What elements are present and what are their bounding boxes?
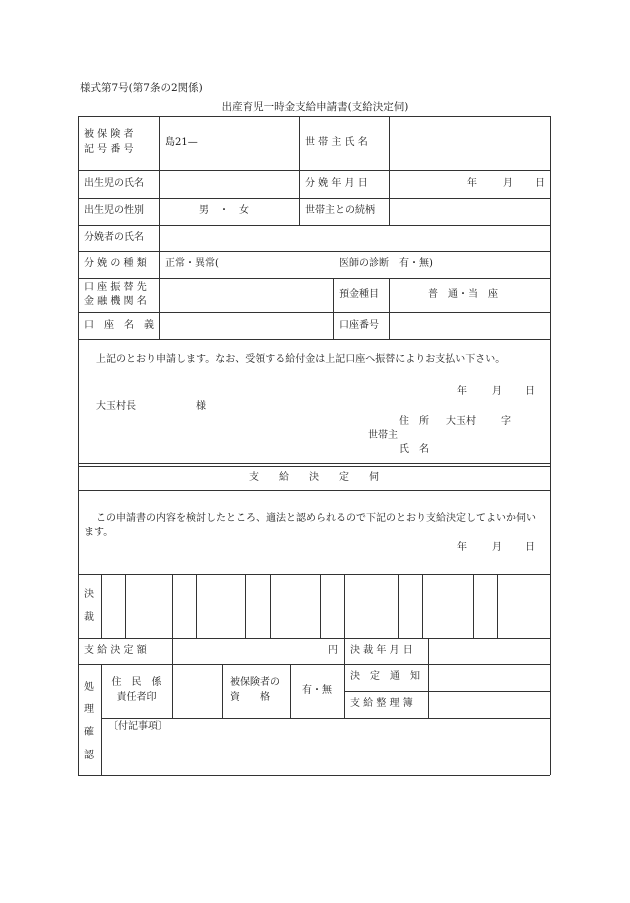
table-border-right xyxy=(550,116,551,775)
table-rule xyxy=(78,490,550,491)
double-rule-upper xyxy=(78,463,550,464)
approval-cell xyxy=(270,574,271,638)
approval-cell xyxy=(422,574,423,638)
child-sex-options[interactable]: 男 ・ 女 xyxy=(199,205,249,216)
mid-divider xyxy=(299,116,300,225)
address-value[interactable]: 大玉村 xyxy=(446,416,476,427)
amount-label: 支 給 決 定 額 xyxy=(84,645,147,656)
deliverer-name-label: 分娩者の氏名 xyxy=(84,232,144,243)
table-rule xyxy=(78,278,550,279)
process-label-2: 理 xyxy=(84,704,94,715)
honorific: 様 xyxy=(196,401,206,412)
account-holder-label: 口 座 名 義 xyxy=(84,320,154,331)
notes-label: 〔付記事項〕 xyxy=(108,721,168,732)
yen-unit: 円 xyxy=(328,645,338,656)
form-title: 出産育児一時金支給申請書(支給決定伺) xyxy=(221,101,409,113)
insured-label-1: 被 保 険 者 xyxy=(84,129,134,140)
delivery-type-value[interactable]: 正常・異常( xyxy=(165,258,219,269)
form-number: 様式第7号(第7条の2関係) xyxy=(80,82,203,94)
table-rule xyxy=(78,170,550,171)
amount-divider xyxy=(344,638,345,664)
decision-text: この申請書の内容を検討したところ、適法と認められるので下記のとおり支給決定してよいか伺います。 xyxy=(84,513,536,538)
householder-name-label: 世 帯 主 氏 名 xyxy=(305,137,368,148)
deposit-type-label: 預金種目 xyxy=(339,289,379,300)
payment-ledger-label: 支 給 整 理 簿 xyxy=(350,698,413,709)
approval-label-1: 決 xyxy=(84,589,94,600)
bank-divider-2 xyxy=(389,278,390,339)
table-rule xyxy=(78,312,550,313)
bank-divider xyxy=(333,278,334,339)
process-divider xyxy=(222,664,223,718)
bank-label-1: 口 座 振 替 先 xyxy=(84,282,147,293)
birth-date-day: 日 xyxy=(535,178,545,189)
account-number-label: 口座番号 xyxy=(339,320,379,331)
process-label-4: 認 xyxy=(84,750,94,761)
table-rule xyxy=(78,638,550,639)
qualification-yes-no[interactable]: 有・無 xyxy=(302,685,332,696)
decision-year: 年 xyxy=(457,542,467,553)
resident-section-label: 住 民 係 xyxy=(111,677,162,688)
insured-number-value[interactable]: 島21— xyxy=(165,137,198,148)
bank-label-2: 金 融 機 関 名 xyxy=(84,296,147,307)
approval-cell xyxy=(398,574,399,638)
child-name-label: 出生児の氏名 xyxy=(84,178,144,189)
approval-cell xyxy=(473,574,474,638)
aza-label: 字 xyxy=(501,416,511,427)
approval-label-2: 裁 xyxy=(84,612,94,623)
declaration-year: 年 xyxy=(457,386,467,397)
double-rule-lower xyxy=(78,466,550,467)
declaration-text: 上記のとおり申請します。なお、受領する給付金は上記口座へ振替によりお支払い下さい。 xyxy=(96,354,506,365)
child-sex-label: 出生児の性別 xyxy=(84,205,144,216)
address-label: 住 所 xyxy=(399,416,429,427)
table-rule xyxy=(78,198,550,199)
approval-cell xyxy=(497,574,498,638)
birth-date-month: 月 xyxy=(503,178,513,189)
table-rule xyxy=(344,691,550,692)
table-border-bottom xyxy=(78,775,550,776)
addressee: 大玉村長 xyxy=(96,401,136,412)
approval-cell xyxy=(196,574,197,638)
mid-divider-2 xyxy=(389,116,390,225)
amount-divider xyxy=(428,638,429,718)
table-rule xyxy=(78,339,550,340)
table-rule xyxy=(101,718,550,719)
label-divider xyxy=(159,116,160,339)
resident-section-stamp: 責任者印 xyxy=(116,692,157,703)
qualification-label-1: 被保険者の xyxy=(230,677,280,688)
deposit-type-value[interactable]: 普 通・当 座 xyxy=(428,289,498,300)
table-border-top xyxy=(78,116,550,117)
decision-month: 月 xyxy=(492,542,502,553)
amount-divider xyxy=(172,638,173,664)
approval-cell xyxy=(172,574,173,638)
decision-notice-label: 決 定 通 知 xyxy=(350,671,420,682)
process-divider xyxy=(172,664,173,718)
table-rule xyxy=(78,664,550,665)
approval-cell xyxy=(320,574,321,638)
declaration-day: 日 xyxy=(525,386,535,397)
table-rule xyxy=(78,574,550,575)
approval-cell xyxy=(245,574,246,638)
process-label-1: 処 xyxy=(84,682,94,693)
insured-label-2: 記 号 番 号 xyxy=(84,144,134,155)
table-rule xyxy=(78,225,550,226)
approval-cell xyxy=(125,574,126,638)
birth-date-year: 年 xyxy=(467,178,477,189)
relation-label: 世帯主との続柄 xyxy=(305,205,375,216)
birth-date-label: 分 娩 年 月 日 xyxy=(305,178,368,189)
decision-date-label: 決 裁 年 月 日 xyxy=(350,645,413,656)
table-border-left xyxy=(78,116,79,775)
delivery-type-label: 分 娩 の 種 類 xyxy=(84,258,147,269)
name-label: 氏 名 xyxy=(399,444,429,455)
approval-cell xyxy=(101,574,102,638)
qualification-label-2: 資 格 xyxy=(230,692,270,703)
decision-section-title: 支 給 決 定 伺 xyxy=(249,472,379,483)
table-rule xyxy=(78,251,550,252)
decision-day: 日 xyxy=(525,542,535,553)
declaration-month: 月 xyxy=(492,386,502,397)
process-label-3: 確 xyxy=(84,727,94,738)
doctor-diagnosis[interactable]: 医師の診断 有・無) xyxy=(339,258,433,269)
approval-cell xyxy=(344,574,345,638)
householder-label: 世帯主 xyxy=(368,430,398,441)
